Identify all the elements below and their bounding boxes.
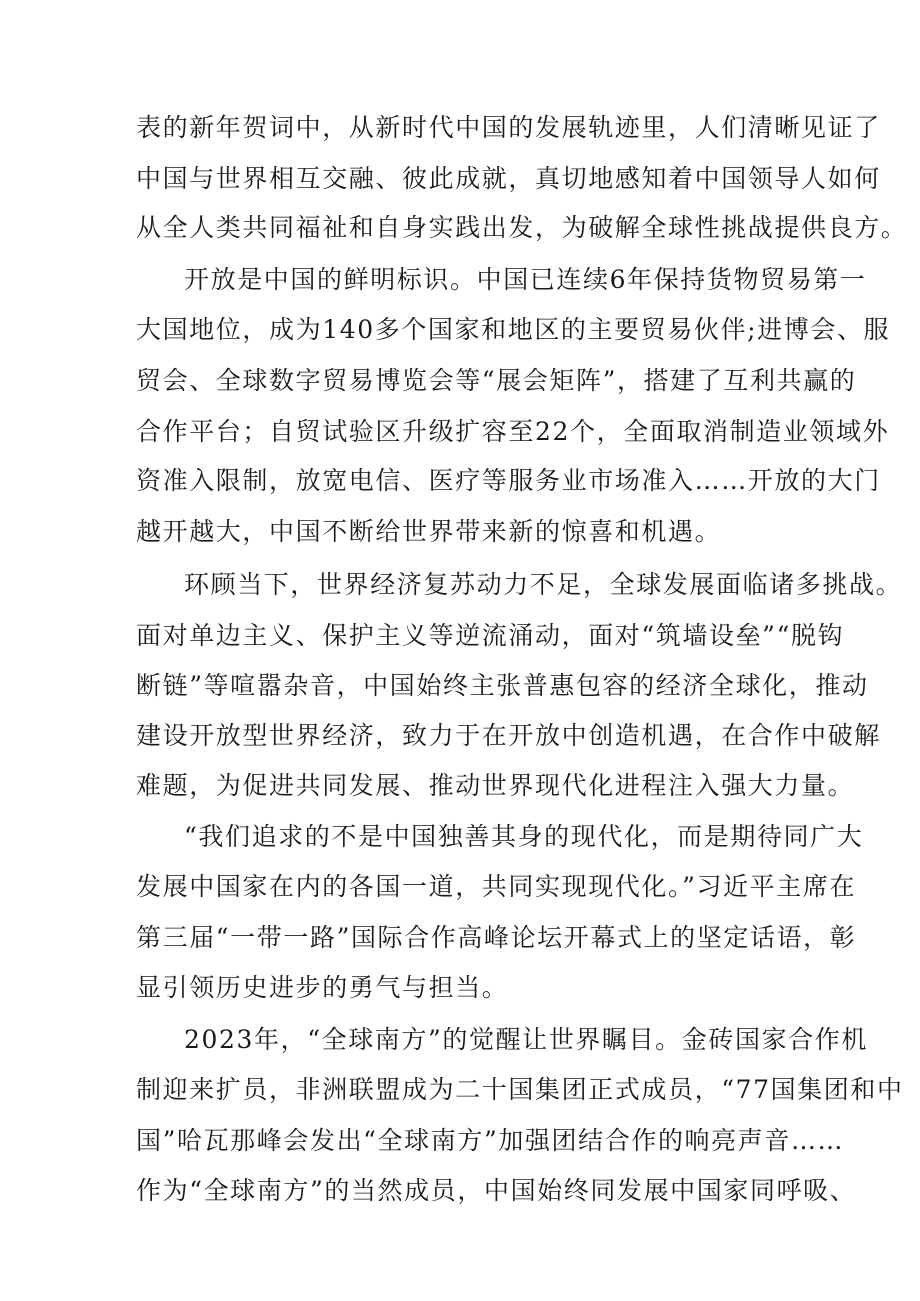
paragraph-2-line-3: 贸会、全球数字贸易博览会等“展会矩阵”，搭建了互利共赢的 [136,366,857,395]
paragraph-2-line-2: 大国地位，成为140多个国家和地区的主要贸易伙伴;进博会、服 [136,315,891,344]
paragraph-4-line-3: 第三届“一带一路”国际合作高峰论坛开幕式上的坚定话语，彰 [136,923,857,952]
paragraph-2-line-6: 越开越大，中国不断给世界带来新的惊喜和机遇。 [136,517,722,546]
paragraph-4-line-4: 显引领历史进步的勇气与担当。 [136,973,509,1002]
paragraph-5-line-1: 2023年，“全球南方”的觉醒让世界瞩目。金砖国家合作机 [184,1025,868,1054]
paragraph-4-line-2: 发展中国家在内的各国一道，共同实现现代化。”习近平主席在 [136,872,857,901]
paragraph-1-line-1: 表的新年贺词中，从新时代中国的发展轨迹里，人们清晰见证了 [136,113,881,142]
paragraph-1-line-2: 中国与世界相互交融、彼此成就，真切地感知着中国领导人如何 [136,164,881,193]
paragraph-3-line-5: 难题，为促进共同发展、推动世界现代化进程注入强大力量。 [136,771,855,800]
paragraph-1-line-3: 从全人类共同福祉和自身实践出发，为破解全球性挑战提供良方。 [136,213,908,242]
paragraph-2-line-5: 资准入限制，放宽电信、医疗等服务业市场准入……开放的大门 [136,466,881,495]
paragraph-5-line-4: 作为“全球南方”的当然成员，中国始终同发展中国家同呼吸、 [136,1176,857,1205]
paragraph-3-line-1: 环顾当下，世界经济复苏动力不足，全球发展面临诸多挑战。 [184,570,903,599]
paragraph-2-line-4: 合作平台；自贸试验区升级扩容至22个，全面取消制造业领域外 [136,417,890,446]
paragraph-4-line-1: “我们追求的不是中国独善其身的现代化，而是期待同广大 [184,822,864,851]
paragraph-2-line-1: 开放是中国的鲜明标识。中国已连续6年保持货物贸易第一 [184,265,867,294]
paragraph-3-line-2: 面对单边主义、保护主义等逆流涌动，面对“筑墙设垒”“脱钩 [136,621,845,650]
paragraph-5-line-3: 国”哈瓦那峰会发出“全球南方”加强团结合作的响亮声音…… [136,1126,845,1155]
paragraph-3-line-3: 断链”等喧嚣杂音，中国始终主张普惠包容的经济全球化，推动 [136,671,869,700]
paragraph-5-line-2: 制迎来扩员，非洲联盟成为二十国集团正式成员，“77国集团和中 [136,1075,904,1104]
paragraph-3-line-4: 建设开放型世界经济，致力于在开放中创造机遇，在合作中破解 [136,721,881,750]
